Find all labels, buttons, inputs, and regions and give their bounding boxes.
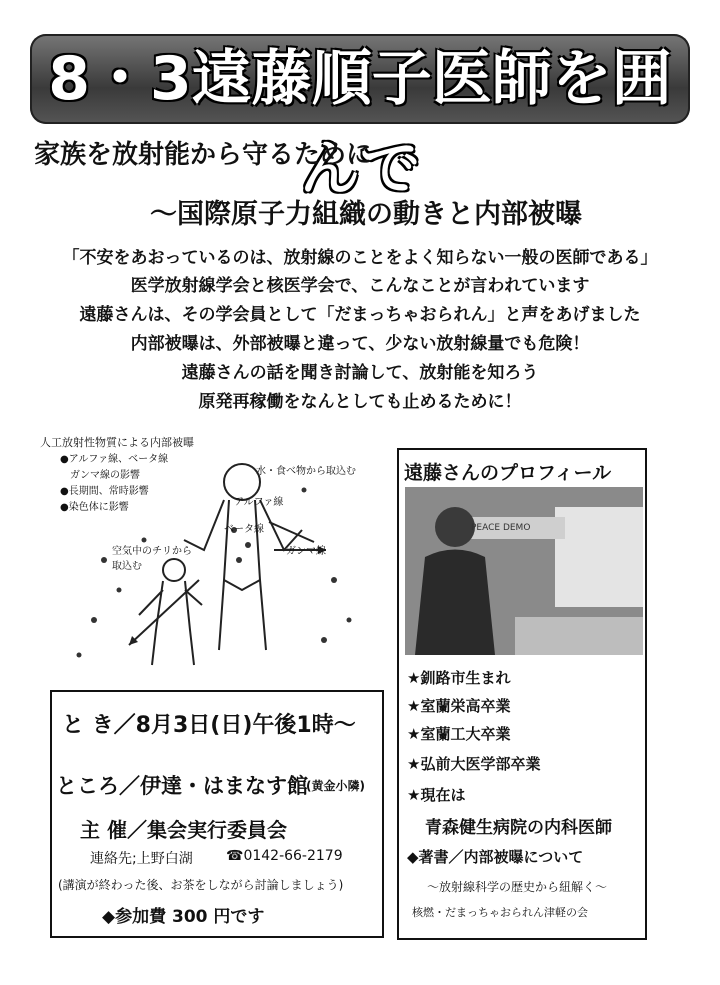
profile-item: 青森健生病院の内科医師 <box>425 818 612 838</box>
speaker-photo <box>405 487 643 655</box>
event-fee: ◆参加費 300 円です <box>102 907 265 927</box>
message-line: 原発再稼働をなんとしても止めるために！ <box>198 392 522 412</box>
subtitle-secondary: ～国際原子力組織の動きと内部被曝 <box>150 199 582 230</box>
profile-item: ★釧路市生まれ <box>407 669 511 687</box>
event-contact: 連絡先;上野白湖 <box>90 851 193 867</box>
event-place: ところ／伊達・はまなす館 <box>56 774 308 798</box>
event-phone: ☎0142-66-2179 <box>226 848 343 864</box>
label-beta: ベータ線 <box>224 524 264 535</box>
event-note: (講演が終わった後、お茶をしながら討論しましょう) <box>58 878 344 892</box>
profile-heading: 遠藤さんのプロフィール <box>404 462 612 484</box>
event-organizer: 主 催／集会実行委員会 <box>80 818 287 842</box>
message-line: 内部被曝は、外部被曝と違って、少ない放射線量でも危険！ <box>130 334 590 354</box>
illustration-title: 人工放射性物質による内部被曝 <box>40 436 194 449</box>
illustration-bullet: ●染色体に影響 <box>60 502 129 513</box>
message-line: 遠藤さんは、その学会員として「だまっちゃおられん」と声をあげました <box>79 305 641 325</box>
label-gamma: ガンマ線 <box>286 546 326 557</box>
photo-banner-text: PEACE DEMO <box>471 523 531 533</box>
profile-item: 核燃・だまっちゃおられん津軽の会 <box>412 906 588 919</box>
profile-item: ～放射線科学の歴史から紐解く～ <box>427 880 608 894</box>
page-title: 8・3遠藤順子医師を囲んで <box>48 44 672 204</box>
profile-item: ◆著書／内部被曝について <box>407 848 584 866</box>
profile-item: ★現在は <box>407 786 466 804</box>
label-dust: 空気中のチリから取込む <box>112 546 192 572</box>
speaker-photo-image <box>405 487 643 655</box>
event-place-note: (黄金小隣) <box>306 779 365 793</box>
subtitle-primary: 家族を放射能から守るために <box>34 140 373 170</box>
profile-item: ★弘前大医学部卒業 <box>407 755 541 773</box>
profile-item: ★室蘭栄高卒業 <box>407 697 511 715</box>
message-line: 「不安をあおっているのは、放射線のことをよく知らない一般の医師である」 <box>62 248 658 268</box>
message-line: 医学放射線学会と核医学会で、こんなことが言われています <box>130 276 590 296</box>
illustration-bullet: ●長期間、常時影響 <box>60 486 149 497</box>
event-time: と き／8月3日(日)午後1時～ <box>62 713 356 738</box>
message-line: 遠藤さんの話を聞き討論して、放射能を知ろう <box>181 363 539 383</box>
illustration-bullet: ●アルファ線、ベータ線 <box>60 454 169 465</box>
profile-item: ★室蘭工大卒業 <box>407 725 511 743</box>
label-water-food: 水・食べ物から取込む <box>256 466 356 477</box>
illustration-bullet: ガンマ線の影響 <box>70 470 140 481</box>
label-alpha: アルファ線 <box>234 497 284 508</box>
